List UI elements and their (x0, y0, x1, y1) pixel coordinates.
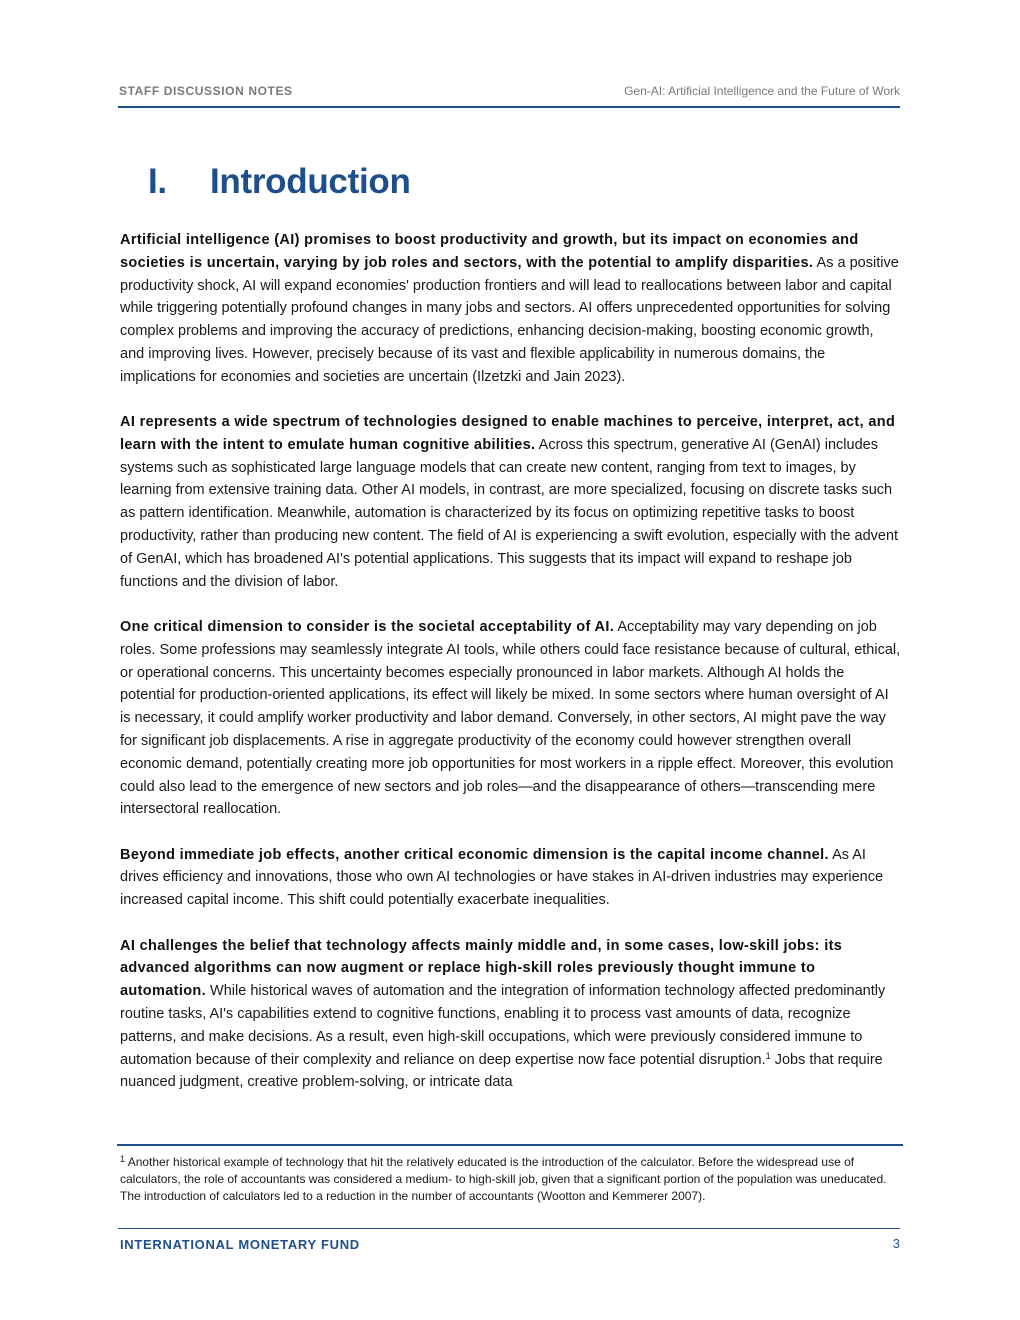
footnote-marker: 1 (120, 1154, 126, 1164)
footnote-text: Another historical example of technology that hit the relatively educated is the introduction of the calculator. Before the widespread use of calculators, the role of accountants was considered a medium- to high-skill job, given that a significant portion of the population was uneducated. The introduction of calculators led to a reduction in the number of accountants (Wootton and Kemmerer 2007). (120, 1155, 887, 1203)
paragraph-text: As a positive productivity shock, AI will expand economies' production frontiers and will lead to reallocations between labor and capital while triggering potentially profound changes in many jobs and sectors. AI offers unprecedented opportunities for solving complex problems and improving the accuracy of predictions, enhancing decision-making, boosting economic growth, and improving lives. However, precisely because of its vast and flexible applicability in numerous domains, the implications for economies and societies are uncertain (Ilzetzki and Jain 2023). (120, 254, 899, 385)
series-title: STAFF DISCUSSION NOTES (119, 84, 293, 98)
section-title-text: Introduction (210, 162, 411, 201)
paragraph-lead: AI represents a wide spectrum of technologies designed to enable machines to perceive, interpret, act, and learn with the intent to emulate human cognitive abilities. (120, 414, 896, 453)
paragraph-4 (120, 844, 901, 912)
publisher-name: INTERNATIONAL MONETARY FUND (120, 1237, 360, 1252)
paragraph-2 (120, 411, 901, 593)
paragraph-lead: One critical dimension to consider is the societal acceptability of AI. (120, 618, 615, 635)
paragraph-1 (120, 229, 901, 389)
paragraph-text: As AI drives efficiency and innovations, those who own AI technologies or have stakes in AI-driven industries may experience increased capital income. This shift could potentially exacerbate inequalities. (120, 846, 884, 909)
page-footer (118, 1228, 900, 1259)
document-title: Gen-AI: Artificial Intelligence and the Future of Work (624, 84, 900, 98)
page-header (118, 82, 900, 108)
paragraph-text: While historical waves of automation and the integration of information technology affected predominantly routine tasks, AI's capabilities extend to cognitive functions, enabling it to process vast amounts of data, recognize patterns, and make decisions. As a result, even high-skill occupations, which were previously considered immune to automation because of their complexity and reliance on deep expertise now face potential disruption. (120, 983, 886, 1068)
footnote (120, 1154, 902, 1205)
footnote-reference[interactable]: 1 (765, 1050, 771, 1061)
section-heading (148, 162, 411, 202)
body-text (120, 229, 901, 1117)
footnote-divider (117, 1144, 903, 1146)
paragraph-text: Across this spectrum, generative AI (GenAI) includes systems such as sophisticated large language models that can create new content, ranging from text to images, by learning from extensive training data. Other AI models, in contrast, are more specialized, focusing on discrete tasks such as pattern identification. Meanwhile, automation is characterized by its focus on optimizing repetitive tasks to boost productivity, rather than producing new content. The field of AI is experiencing a swift evolution, especially with the advent of GenAI, which has broadened AI's potential applications. This suggests that its impact will expand to reshape job functions and the division of labor. (120, 436, 899, 590)
paragraph-lead: Artificial intelligence (AI) promises to boost productivity and growth, but its impact on economies and societies is uncertain, varying by job roles and sectors, with the potential to amplify disparities. (120, 232, 859, 271)
paragraph-lead: AI challenges the belief that technology affects mainly middle and, in some cases, low-skill jobs: its advanced algorithms can now augment or replace high-skill roles previously thought immune to automation. (120, 937, 843, 1000)
paragraph-lead: Beyond immediate job effects, another critical economic dimension is the capital income channel. (120, 846, 829, 863)
page-number: 3 (892, 1236, 900, 1251)
paragraph-5 (120, 935, 901, 1095)
section-number: I. (148, 162, 167, 201)
paragraph-3 (120, 616, 901, 821)
paragraph-text: Acceptability may vary depending on job roles. Some professions may seamlessly integrate AI tools, while others could face resistance because of cultural, ethical, or operational concerns. This uncertainty becomes especially pronounced in labor markets. Although AI holds the potential for production-oriented applications, its effect will likely be mixed. In some sectors where human oversight of AI is necessary, it could amplify worker productivity and labor demand. Conversely, in other sectors, AI might pave the way for significant job displacements. A rise in aggregate productivity of the economy could however strengthen overall economic demand, potentially creating more job opportunities for most workers in a ripple effect. Moreover, this evolution could also lead to the emergence of new sectors and job roles—and the disappearance of others—transcending mere intersectoral reallocation. (120, 618, 901, 818)
paragraph-text-continued: Jobs that require nuanced judgment, creative problem-solving, or intricate data (120, 1051, 883, 1091)
